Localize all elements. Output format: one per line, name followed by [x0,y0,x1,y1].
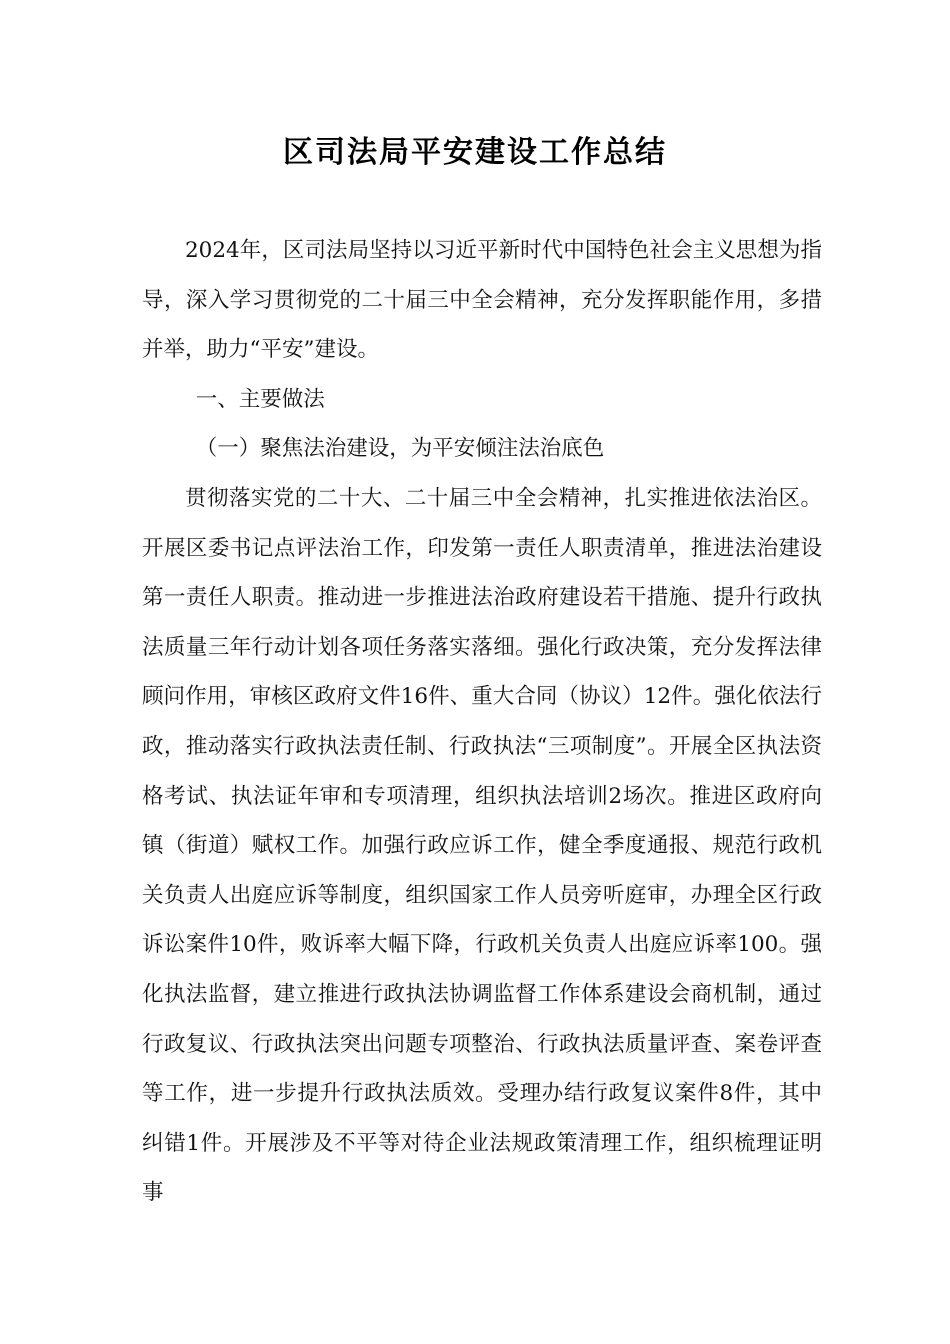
subsection-heading: （一）聚焦法治建设，为平安倾注法治底色 [195,436,605,462]
document-body [142,226,822,1218]
subsection-body-paragraph: 贯彻落实党的二十大、二十届三中全会精神，扎实推进依法治区。开展区委书记点评法治工作，印发第一责任人职责清单，推进法治建设第一责任人职责。推动进一步推进法治政府建设若干措施、提升行政执法质量三年行动计划各项任务落实落细。强化行政决策，充分发挥法律顾问作用，审核区政府文件16件、重大合同（协议）12件。强化依法行政，推动落实行政执法责任制、行政执法“三项制度”。开展全区执法资格考试、执法证年审和专项清理，组织执法培训2场次。推进区政府向镇（街道）赋权工作。加强行政应诉工作，健全季度通报、规范行政机关负责人出庭应诉等制度，组织国家工作人员旁听庭审，办理全区行政诉讼案件10件，败诉率大幅下降，行政机关负责人出庭应诉率100。强化执法监督，建立推进行政执法协调监督工作体系建设会商机制，通过行政复议、行政执法突出问题专项整治、行政执法质量评查、案卷评查等工作，进一步提升行政执法质效。受理办结行政复议案件8件，其中纠错1件。开展涉及不平等对待企业法规政策清理工作，组织梳理证明事 [142,485,822,1206]
section-heading: 一、主要做法 [195,386,325,412]
document-title: 区司法局平安建设工作总结 [283,135,667,170]
intro-paragraph: 2024年，区司法局坚持以习近平新时代中国特色社会主义思想为指导，深入学习贯彻党的二十届三中全会精神，充分发挥职能作用，多措并举，助力“平安”建设。 [142,238,822,363]
